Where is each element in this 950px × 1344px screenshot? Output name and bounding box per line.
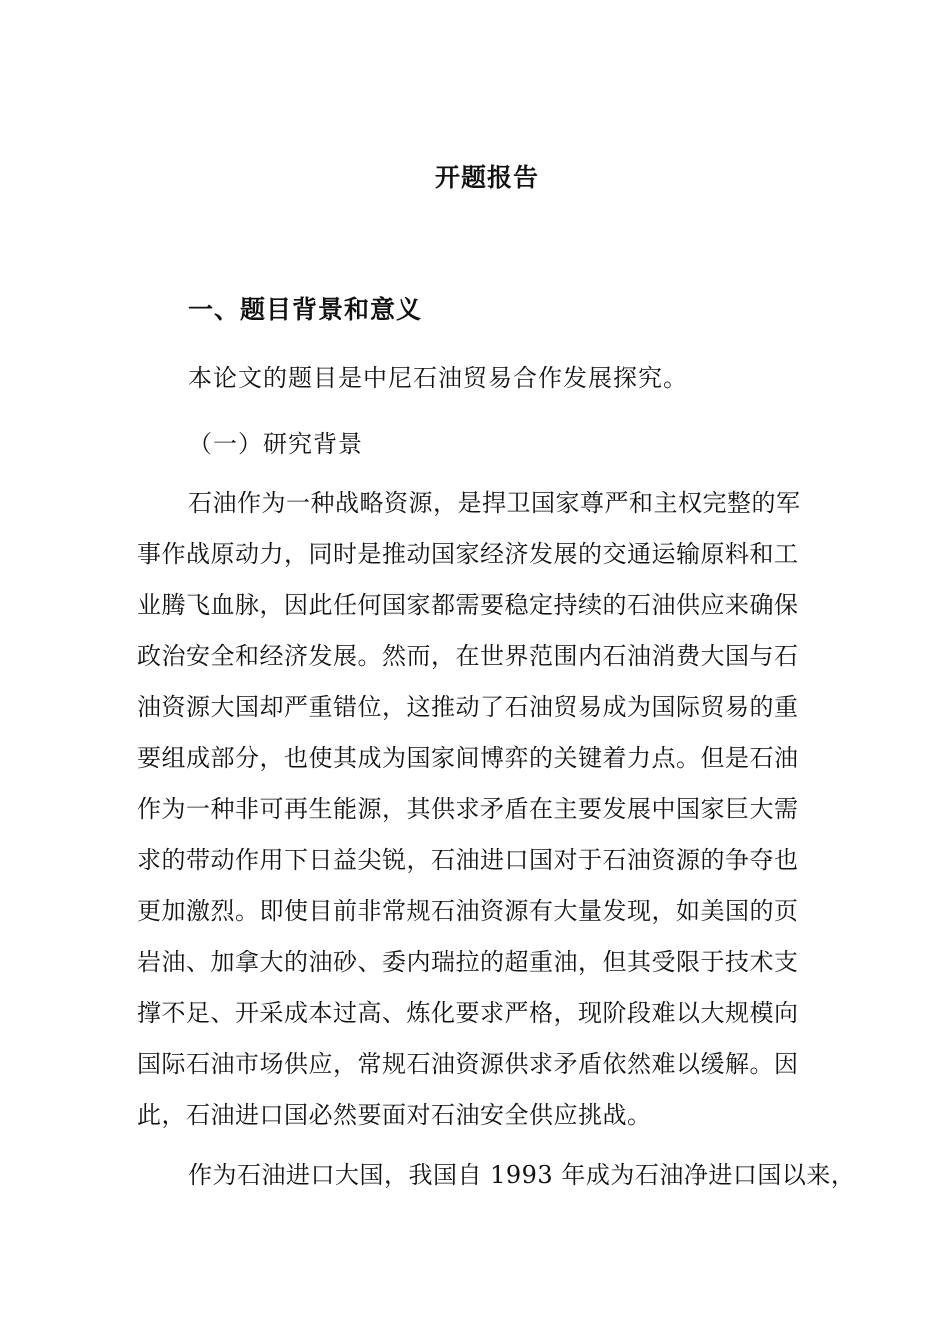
document-title: 开题报告 [434,163,539,192]
paragraph-line: 国际石油市场供应，常规石油资源供求矛盾依然难以缓解。因 [137,1050,799,1078]
import-paragraph [137,1150,856,1201]
paragraph-line: 更加激烈。即使目前非常规石油资源有大量发现，如美国的页 [137,897,799,925]
paragraph-line: 撑不足、开采成本过高、炼化要求严格，现阶段难以大规模向 [137,999,799,1027]
paragraph-line: 事作战原动力，同时是推动国家经济发展的交通运输原料和工 [137,540,799,568]
topic-sentence: 本论文的题目是中尼石油贸易合作发展探究。 [188,364,688,392]
paragraph-line: 岩油、加拿大的油砂、委内瑞拉的超重油，但其受限于技术支 [137,948,799,976]
paragraph-line: 作为石油进口大国，我国自 1993 年成为石油净进口国以来， [188,1161,856,1189]
paragraph-line: 政治安全和经济发展。然而，在世界范围内石油消费大国与石 [137,642,799,670]
background-paragraph [137,478,837,1141]
paragraph-line: 要组成部分，也使其成为国家间博弈的关键着力点。但是石油 [137,744,799,772]
paragraph-line: 油资源大国却严重错位，这推动了石油贸易成为国际贸易的重 [137,693,799,721]
paragraph-line: 作为一种非可再生能源，其供求矛盾在主要发展中国家巨大需 [137,795,799,823]
subsection-heading: （一）研究背景 [188,430,363,458]
paragraph-line: 求的带动作用下日益尖锐，石油进口国对于石油资源的争夺也 [137,846,799,874]
paragraph-line: 石油作为一种战略资源，是捍卫国家尊严和主权完整的军 [188,489,801,517]
paragraph-line: 此，石油进口国必然要面对石油安全供应挑战。 [137,1101,652,1129]
paragraph-line: 业腾飞血脉，因此任何国家都需要稳定持续的石油供应来确保 [137,591,799,619]
section-heading: 一、题目背景和意义 [188,295,423,324]
